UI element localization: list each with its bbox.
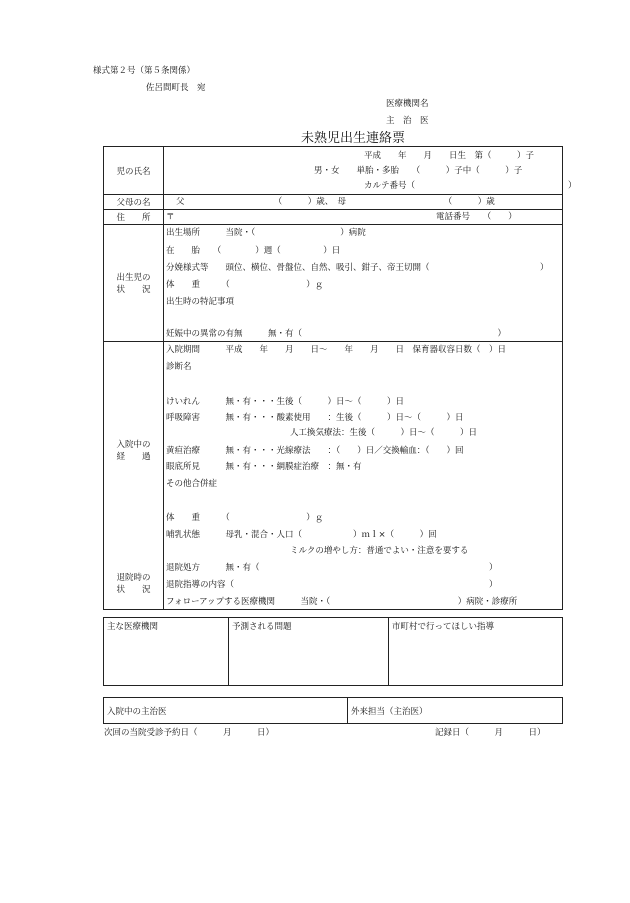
birth-cell[interactable] bbox=[164, 225, 563, 342]
discharge-label-2: 状 況 bbox=[116, 585, 151, 595]
outpatient-doctor-label: 外来担当（主治医） bbox=[351, 706, 428, 717]
record-date: 記録日（ 月 日） bbox=[435, 728, 546, 738]
fundus-line: 眼底所見 無・有・・・網膜症治療 ：無・有 bbox=[166, 462, 362, 472]
hospital-cell[interactable] bbox=[164, 342, 563, 610]
birth-notes: 出生時の特記事項 bbox=[166, 297, 235, 307]
complications-label: その他合併症 bbox=[166, 479, 218, 489]
birth-label-2: 状 況 bbox=[116, 285, 151, 295]
parents-text: 父 （ ）歳、 母 （ ）歳 bbox=[176, 197, 495, 207]
bottom-columns bbox=[103, 617, 563, 686]
birth-label-1: 出生児の bbox=[116, 273, 151, 283]
delivery-type: 分娩様式等 頭位、横位、骨盤位、自然、吸引、鉗子、帝王切開（ ） bbox=[166, 263, 549, 273]
discharge-label-1: 退院時の bbox=[116, 573, 151, 583]
row-birth bbox=[104, 225, 563, 342]
municipal-guidance-label: 市町村で行ってほしい指導 bbox=[392, 622, 495, 632]
hospital-label-1: 入院中の bbox=[116, 440, 151, 450]
main-institution-cell[interactable] bbox=[104, 618, 229, 686]
jaundice-line: 黄疸治療 無・有・・・光線療法 ：（ ）日／交換輸血：（ ）回 bbox=[166, 446, 464, 456]
chart-number-line: カルテ番号（ ） bbox=[364, 181, 577, 191]
expected-issues-cell[interactable] bbox=[229, 618, 389, 686]
inpatient-doctor-cell[interactable] bbox=[104, 698, 348, 724]
pregnancy-abnormal: 妊娠中の異常の有無 無・有（ ） bbox=[166, 329, 507, 339]
doctor-label: 主 治 医 bbox=[386, 116, 429, 126]
row-parents bbox=[104, 195, 563, 210]
page-title: 未熟児出生連絡票 bbox=[301, 131, 406, 146]
child-sex-line: 男・女 単胎・多胎 （ ）子中（ ）子 bbox=[314, 166, 523, 176]
gestation-weeks: 在 胎 （ ）週（ ）日 bbox=[166, 246, 341, 256]
birth-label bbox=[104, 225, 164, 342]
form-number: 様式第２号（第５条関係） bbox=[93, 66, 196, 76]
birth-place: 出生場所 当院・（ ）病院 bbox=[166, 228, 366, 238]
doctors-table bbox=[103, 697, 563, 724]
hospital-label-2: 経 過 bbox=[116, 452, 151, 462]
followup-institution: フォローアップする医療機関 当院・（ ）病院・診療所 bbox=[166, 597, 518, 607]
next-visit-date: 次回の当院受診予約日（ 月 日） bbox=[104, 728, 275, 738]
parents-label: 父母の名 bbox=[104, 195, 164, 210]
row-address bbox=[104, 210, 563, 225]
hospital-labels bbox=[104, 438, 163, 462]
milk-increase-line: ミルクの増やし方：普通でよい・注意を要する bbox=[290, 546, 469, 556]
child-name-cell[interactable] bbox=[164, 147, 577, 195]
main-institution-label: 主な医療機関 bbox=[107, 622, 159, 632]
discharge-labels bbox=[104, 571, 163, 595]
inpatient-doctor-label: 入院中の主治医 bbox=[107, 706, 167, 717]
discharge-guidance: 退院指導の内容（ ） bbox=[166, 580, 498, 590]
respiratory-line: 呼吸障害 無・有・・・酸素使用 ：生後（ ）日～（ ）日 bbox=[166, 413, 464, 423]
municipal-guidance-cell[interactable] bbox=[389, 618, 563, 686]
discharge-weight: 体 重 （ ）ｇ bbox=[166, 513, 324, 523]
outpatient-doctor-cell[interactable] bbox=[348, 698, 563, 724]
convulsion-line: けいれん 無・有・・・生後（ ）日～（ ）日 bbox=[166, 397, 405, 407]
form-table bbox=[103, 146, 577, 610]
parents-cell[interactable] bbox=[164, 195, 563, 210]
admission-period: 入院期間 平成 年 月 日～ 年 月 日 保育器収容日数（ ）日 bbox=[166, 345, 507, 355]
expected-issues-label: 予測される問題 bbox=[232, 622, 292, 632]
row-hospital bbox=[104, 342, 563, 610]
postal-mark: 〒 bbox=[166, 212, 175, 222]
hospital-label bbox=[104, 342, 164, 610]
diagnosis-label: 診断名 bbox=[166, 362, 192, 372]
ventilation-line: 人工換気療法：生後（ ）日～（ ）日 bbox=[290, 428, 478, 438]
feeding-line: 哺乳状態 母乳・混合・人口（ ）ｍｌ×（ ）回 bbox=[166, 530, 437, 540]
institution-label: 医療機関名 bbox=[386, 99, 429, 109]
address-label: 住 所 bbox=[104, 210, 164, 225]
child-birth-line: 平成 年 月 日生 第（ ）子 bbox=[364, 151, 535, 161]
child-name-label: 児の氏名 bbox=[104, 147, 164, 195]
addressee: 佐呂間町長 宛 bbox=[146, 83, 206, 93]
row-child-name bbox=[104, 147, 563, 195]
phone-text: 電話番号 （ ） bbox=[436, 212, 517, 222]
address-cell[interactable] bbox=[164, 210, 563, 225]
birth-weight: 体 重 （ ）ｇ bbox=[166, 280, 324, 290]
discharge-prescription: 退院処方 無・有（ ） bbox=[166, 563, 498, 573]
